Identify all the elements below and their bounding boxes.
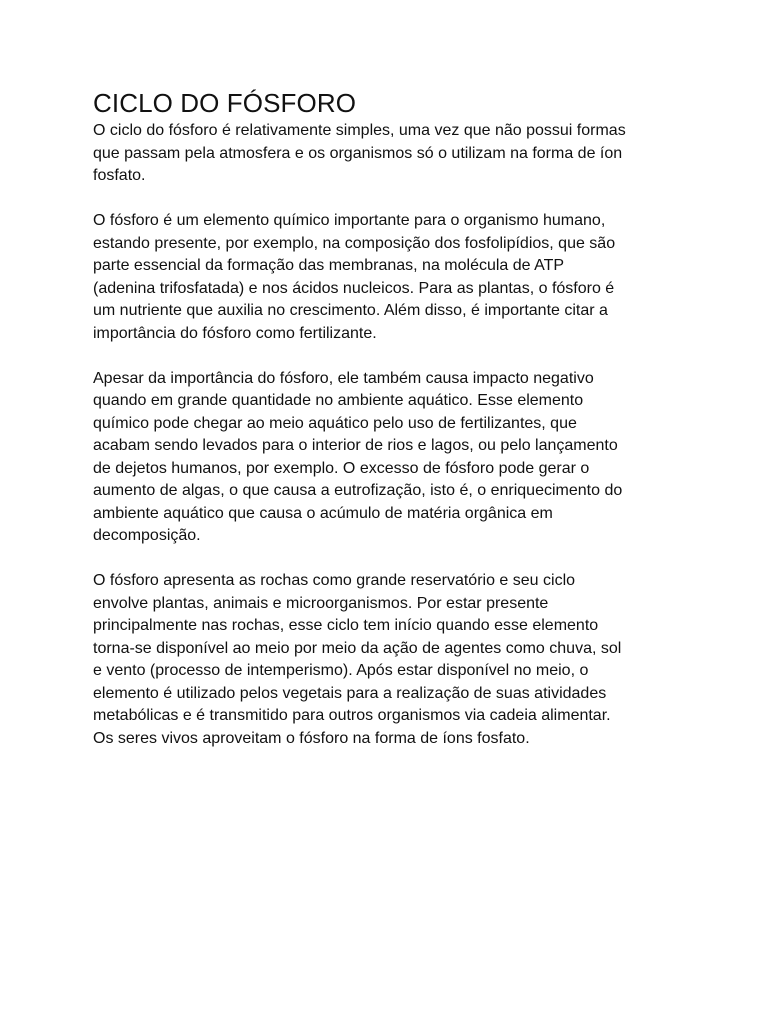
document-title: CICLO DO FÓSFORO	[93, 88, 357, 118]
paragraph-importance: O fósforo é um elemento químico importante para o organismo humano, estando presente, por exemplo, na composição dos fosfolipídios, que são parte essencial da formação das membranas, na molécula de ATP (adenina trifosfatada) e nos ácidos nucleicos. Para as plantas, o fósforo é um nutriente que auxilia no crescimento. Além disso, é importante citar a importância do fósforo como fertilizante.	[93, 212, 616, 342]
paragraph-cycle: O fósforo apresenta as rochas como grande reservatório e seu ciclo envolve plantas, animais e microorganismos. Por estar presente principalmente nas rochas, esse ciclo tem início quando esse elemento torna-se disponível ao meio por meio da ação de agentes como chuva, sol e vento (processo de intemperismo). Após estar disponível no meio, o elemento é utilizado pelos vegetais para a realização de suas atividades metabólicas e é transmitido para outros organismos via cadeia alimentar. Os seres vivos aproveitam o fósforo na forma de íons fosfato.	[93, 572, 622, 747]
document-page	[93, 86, 683, 773]
paragraph-negative-impact: Apesar da importância do fósforo, ele também causa impacto negativo quando em grande quantidade no ambiente aquático. Esse elemento químico pode chegar ao meio aquático pelo uso de fertilizantes, que acabam sendo levados para o interior de rios e lagos, ou pelo lançamento de dejetos humanos, por exemplo. O excesso de fósforo pode gerar o aumento de algas, o que causa a eutrofização, isto é, o enriquecimento do ambiente aquático que causa o acúmulo de matéria orgânica em decomposição.	[93, 369, 623, 544]
paragraph-intro: O ciclo do fósforo é relativamente simples, uma vez que não possui formas que passam pela atmosfera e os organismos só o utilizam na forma de íon fosfato.	[93, 122, 626, 184]
